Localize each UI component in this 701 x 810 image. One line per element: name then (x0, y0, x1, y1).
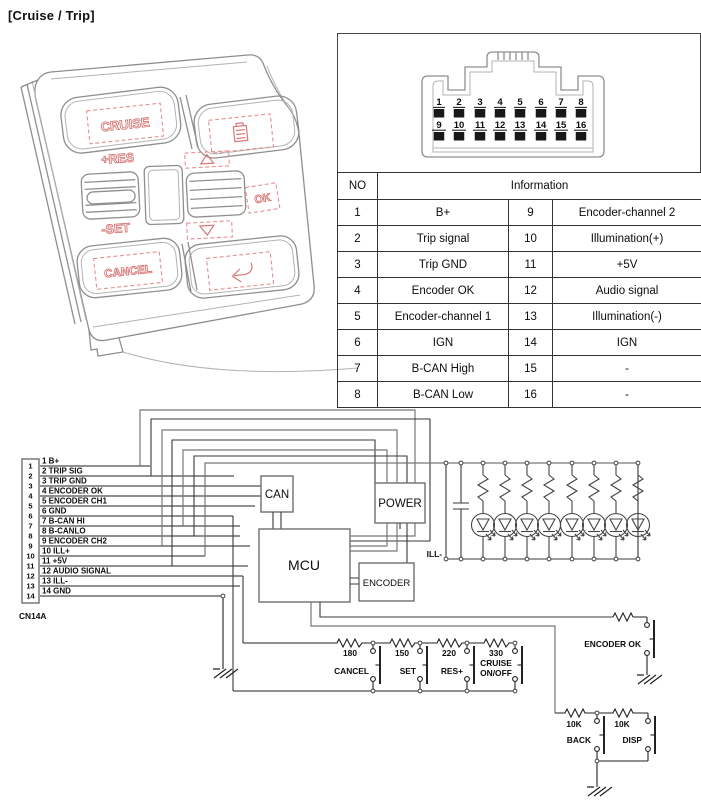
svg-text:5: 5 (28, 501, 33, 511)
led-branch (472, 461, 496, 561)
ground-icon (213, 669, 238, 678)
cell-no: 6 (338, 330, 378, 356)
steering-switch-illustration (0, 52, 368, 402)
pin-information-table (337, 172, 701, 408)
svg-text:SET: SET (399, 666, 416, 676)
cell-no: 3 (338, 252, 378, 278)
led-branch (561, 461, 585, 561)
encoder-ok-switch (584, 617, 662, 684)
svg-text:3: 3 (477, 97, 483, 108)
connector-pinout-drawing (338, 34, 700, 172)
trip-page-icon (233, 122, 248, 141)
cancel-switch (371, 643, 380, 691)
svg-text:2: 2 (28, 471, 33, 481)
cell-info: Illumination(-) (553, 304, 701, 330)
svg-text:6: 6 (538, 97, 544, 108)
cell-no: 7 (338, 356, 378, 382)
cell-info: - (553, 356, 701, 382)
up-arrow-icon (200, 154, 213, 164)
led-branch (516, 461, 540, 561)
return-label-box (207, 252, 274, 291)
cell-info: Illumination(+) (553, 226, 701, 252)
svg-text:1: 1 (28, 461, 33, 471)
svg-text:13: 13 (26, 581, 35, 591)
table-row (338, 252, 701, 278)
svg-text:14 GND: 14 GND (42, 586, 71, 596)
block-can (261, 476, 293, 529)
ill-minus-label: ILL- (426, 549, 442, 559)
back-switch (595, 713, 604, 761)
illumination-led-network (427, 461, 650, 561)
svg-text:4 ENCODER OK: 4 ENCODER OK (42, 486, 103, 496)
svg-text:10 ILL+: 10 ILL+ (42, 546, 70, 556)
svg-text:10: 10 (453, 120, 465, 131)
svg-text:7: 7 (558, 97, 564, 108)
cell-info: B-CAN High (378, 356, 509, 382)
header-no: NO (338, 173, 378, 200)
cruise-label: CRUISE (99, 114, 151, 135)
cell-info: - (553, 382, 701, 408)
cell-no: 11 (509, 252, 553, 278)
svg-text:16: 16 (575, 120, 587, 131)
cell-no: 1 (338, 200, 378, 226)
svg-text:9: 9 (436, 120, 442, 131)
set-switch (418, 643, 427, 691)
cn14a-label: CN14A (19, 611, 47, 621)
svg-text:ENCODER OK: ENCODER OK (584, 639, 641, 649)
return-arrow-icon (231, 263, 253, 283)
cell-no: 14 (509, 330, 553, 356)
svg-text:12: 12 (494, 120, 506, 131)
mcu-bottom-wires (311, 602, 647, 713)
led-branch (494, 461, 518, 561)
cell-no: 4 (338, 278, 378, 304)
svg-text:11: 11 (474, 120, 486, 131)
block-encoder (350, 563, 414, 601)
res-switch (465, 643, 474, 691)
top-button-divider (180, 95, 198, 149)
table-row (338, 226, 701, 252)
table-row (338, 356, 701, 382)
circuit-schematic (0, 395, 701, 810)
connector-pinout-box (337, 33, 701, 173)
led-branch (583, 461, 607, 561)
button-resistor-ladder (233, 639, 522, 693)
svg-text:12 AUDIO SIGNAL: 12 AUDIO SIGNAL (42, 566, 112, 576)
svg-text:8: 8 (578, 97, 584, 108)
svg-text:RES+: RES+ (440, 666, 463, 676)
svg-text:BACK: BACK (566, 735, 591, 745)
cell-info: B+ (378, 200, 509, 226)
svg-text:4: 4 (497, 97, 503, 108)
cell-no: 16 (509, 382, 553, 408)
cell-info: IGN (378, 330, 509, 356)
svg-text:6 GND: 6 GND (42, 506, 67, 516)
svg-text:POWER: POWER (378, 498, 422, 510)
svg-text:ON/OFF: ON/OFF (480, 668, 512, 678)
svg-text:3 TRIP GND: 3 TRIP GND (42, 476, 87, 486)
svg-text:9 ENCODER CH2: 9 ENCODER CH2 (42, 536, 107, 546)
cell-info: +5V (553, 252, 701, 278)
page-title: [Cruise / Trip] (8, 8, 95, 23)
svg-text:CANCEL: CANCEL (334, 666, 369, 676)
header-information: Information (378, 173, 701, 200)
svg-text:14: 14 (26, 591, 35, 601)
down-arrow-box (187, 221, 233, 239)
svg-text:1: 1 (436, 97, 442, 108)
svg-text:12: 12 (26, 571, 35, 581)
cell-no: 12 (509, 278, 553, 304)
svg-text:2 TRIP SIG: 2 TRIP SIG (42, 466, 83, 476)
cruise-switch (513, 643, 522, 691)
svg-text:5: 5 (517, 97, 523, 108)
ground-icon (587, 787, 612, 796)
cell-info: Encoder OK (378, 278, 509, 304)
button-back-opening (183, 234, 300, 299)
rocker-center-knob (144, 165, 184, 224)
cell-info: Encoder-channel 2 (553, 200, 701, 226)
cell-info: Audio signal (553, 278, 701, 304)
svg-text:CRUISE: CRUISE (480, 658, 512, 668)
svg-text:15: 15 (555, 120, 567, 131)
table-row (338, 304, 701, 330)
svg-text:13 ILL-: 13 ILL- (42, 576, 68, 586)
cell-info: B-CAN Low (378, 382, 509, 408)
pin-row-2 (432, 120, 588, 141)
svg-text:150: 150 (395, 648, 409, 658)
ok-label: OK (253, 191, 272, 207)
cell-no: 2 (338, 226, 378, 252)
cell-no: 15 (509, 356, 553, 382)
svg-text:7: 7 (28, 521, 33, 531)
svg-text:9: 9 (28, 541, 33, 551)
cell-info: Trip signal (378, 226, 509, 252)
rocker-right (186, 171, 246, 218)
svg-text:10K: 10K (566, 719, 582, 729)
svg-text:330: 330 (489, 648, 503, 658)
svg-text:6: 6 (28, 511, 33, 521)
svg-text:2: 2 (456, 97, 462, 108)
svg-text:CAN: CAN (264, 489, 290, 501)
svg-text:10K: 10K (614, 719, 630, 729)
svg-text:7 B-CAN HI: 7 B-CAN HI (42, 516, 85, 526)
res-label: +RES (100, 150, 135, 167)
table-row (338, 278, 701, 304)
svg-text:13: 13 (514, 120, 526, 131)
svg-text:10: 10 (26, 551, 35, 561)
svg-text:14: 14 (535, 120, 547, 131)
table-row (338, 330, 701, 356)
cell-info: Encoder-channel 1 (378, 304, 509, 330)
block-mcu (259, 529, 350, 602)
table-row (338, 200, 701, 226)
cell-info: Trip GND (378, 252, 509, 278)
cell-no: 9 (509, 200, 553, 226)
cell-no: 13 (509, 304, 553, 330)
svg-text:180: 180 (343, 648, 357, 658)
svg-text:4: 4 (28, 491, 33, 501)
back-disp-network (555, 709, 655, 796)
svg-text:220: 220 (442, 648, 456, 658)
disp-switch (646, 713, 655, 761)
cell-info: IGN (553, 330, 701, 356)
svg-text:DISP: DISP (622, 735, 642, 745)
svg-text:1 B+: 1 B+ (42, 456, 60, 466)
cell-no: 8 (338, 382, 378, 408)
cancel-label: CANCEL (103, 263, 153, 281)
svg-text:11 +5V: 11 +5V (42, 556, 68, 566)
capacitor (453, 463, 469, 559)
svg-text:ENCODER: ENCODER (362, 578, 411, 589)
pin-row-1 (433, 97, 587, 118)
cell-no: 5 (338, 304, 378, 330)
svg-text:8 B-CANLO: 8 B-CANLO (42, 526, 86, 536)
svg-text:MCU: MCU (288, 557, 320, 573)
svg-text:3: 3 (28, 481, 33, 491)
block-power (375, 483, 425, 529)
led-branch (538, 461, 562, 561)
led-branch (605, 461, 629, 561)
svg-text:8: 8 (28, 531, 33, 541)
svg-text:11: 11 (26, 561, 35, 571)
set-label: -SET (100, 220, 131, 237)
rocker-left (81, 172, 140, 220)
ground-icon (637, 675, 662, 684)
svg-text:5 ENCODER CH1: 5 ENCODER CH1 (42, 496, 107, 506)
down-arrow-icon (200, 225, 214, 235)
cell-no: 10 (509, 226, 553, 252)
